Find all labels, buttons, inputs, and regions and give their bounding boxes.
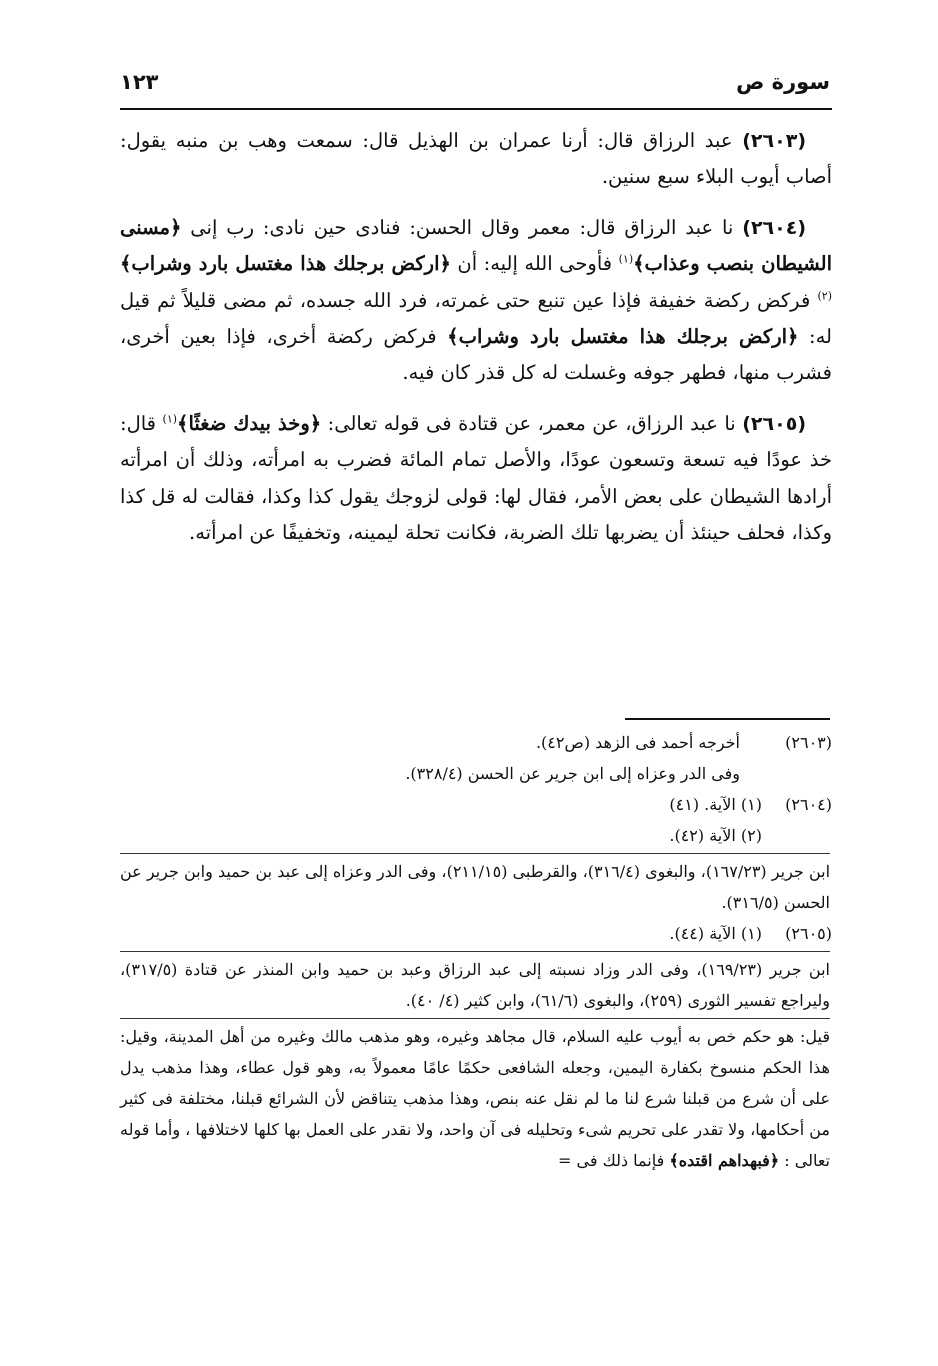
entry-number: (٢٦٠٥): [742, 412, 806, 435]
entry-text: فركض ركضة خفيفة فإذا عين تنبع حتى غمرته، فرد الله جسده، ثم مضى قليلاً ثم قيل له:: [120, 288, 832, 349]
surah-title: سورة ص: [736, 70, 830, 94]
header-rule: [120, 108, 832, 110]
footnote-2603: [120, 727, 832, 758]
footnote-commentary: [120, 1018, 830, 1176]
main-text: [120, 123, 832, 565]
quran-quote: ﴿اركض برجلك هذا مغتسل بارد وشراب﴾: [120, 252, 451, 276]
entry-text: عبد الرزاق قال: أرنا عمران بن الهذيل قال: سمعت وهب بن منبه يقول: أصاب أيوب البلاء سبع سنين.: [120, 129, 832, 189]
footnote-text: ابن جرير (١٦٧/٢٣)، والبغوى (٣١٦/٤)، والقرطبى (٢١١/١٥)، وفى الدر وعزاه إلى عبد بن حميد وابن جرير عن الحسن (٣١٦/٥).: [120, 853, 830, 918]
entry-text: فركض ركضة أخرى، فإذا بعين أخرى، فشرب منها، فطهر جوفه وغسلت له كل قذر كان فيه.: [120, 325, 832, 385]
page-number: ١٢٣: [120, 70, 159, 94]
footnote-tag: (٢٦٠٥): [785, 924, 832, 943]
footnote-2604: [120, 789, 832, 820]
footnote-ref: (١): [162, 412, 178, 426]
footnote-text: وفى الدر وعزاه إلى ابن جرير عن الحسن (٣٢٨/٤).: [405, 764, 740, 783]
entry-number: (٢٦٠٤): [742, 216, 807, 239]
entry-2605: [120, 406, 832, 552]
footnote-text: أخرجه أحمد فى الزهد (ص٤٢).: [535, 733, 740, 752]
footnote-2605: [120, 918, 832, 949]
footnote-text: ابن جرير (١٦٩/٢٣)، وفى الدر وزاد نسبته إلى عبد الرزاق وعبد بن حميد وابن المنذر عن قتادة (٣١٧/٥)، وليراجع تفسير الثورى (٢٥٩)، والبغوى (٦١/٦)، وابن كثير (٤/ ٤٠).: [120, 951, 830, 1016]
footnote-tag: (٢٦٠٣): [785, 733, 832, 752]
footnotes: [120, 727, 832, 1176]
entry-text: نا عبد الرزاق، عن معمر، عن قتادة فى قوله تعالى:: [327, 411, 736, 435]
quran-quote: ﴿وخذ بيدك ضغثًا﴾: [177, 411, 322, 435]
footnote-tag: (٢٦٠٤): [785, 795, 832, 814]
footnote-ref: (١): [618, 252, 634, 266]
footnote-ref: (٢): [817, 289, 832, 303]
quran-quote: ﴿فبهداهم اقتده﴾: [669, 1151, 780, 1170]
quran-quote: ﴿مسنى الشيطان بنصب وعذاب﴾: [120, 215, 833, 276]
footnote-text: (١) الآية (٤٤).: [669, 924, 762, 943]
entry-number: (٢٦٠٣): [742, 130, 806, 152]
footnote-text: قيل: هو حكم خص به أيوب عليه السلام، قال مجاهد وغيره، وهو مذهب مالك وغيره من أهل المدينة، وقيل: هذا الحكم منسوخ بكفارة اليمين، وجعله الشافعى حكمًا عامًا معمولاً به، وهو قول عطاء، وهذا مذهب يدل على أن شرع من قبلنا شرع لنا ما لم نقل عنه بنص، وهذا مذهب يتناقض لأن الشرائع قبلنا، مختلفة فى كثير من أحكامها، ولا تقدر على تحريم شىء وتحليله فى آن واحد، ولا نقدر على العمل بها كلها لاختلافها ، وأما قوله تعالى :: [120, 1027, 831, 1170]
page-header: [120, 70, 830, 100]
entry-2603: [120, 123, 832, 196]
footnote-separator: [625, 718, 830, 720]
entry-2604: [120, 210, 832, 392]
footnote-text: (١) الآية. (٤١): [669, 795, 762, 814]
footnote-text: فإنما ذلك فى =: [558, 1151, 665, 1170]
quran-quote: ﴿اركض برجلك هذا مغتسل بارد وشراب﴾: [447, 325, 799, 349]
entry-text: فأوحى الله إليه: أن: [457, 252, 613, 276]
entry-text: قال: خذ عودًا فيه تسعة وتسعون عودًا، والأصل تمام المائة فضرب به امرأته، وذلك أن امرأته أرادها الشيطان على بعض الأمر، فقال لها: قولى لزوجك يقول كذا وكذا، فقالت له قل كذا وكذا، فحلف حينئذ أن يضربها تلك الضربة، فكانت تحلة ليمينه، وتخفيفًا عن امرأته.: [120, 411, 832, 545]
entry-text: نا عبد الرزاق قال: معمر وقال الحسن: فنادى حين نادى: رب إنى: [190, 215, 734, 239]
footnote-text: (٢) الآية (٤٢).: [669, 826, 762, 845]
